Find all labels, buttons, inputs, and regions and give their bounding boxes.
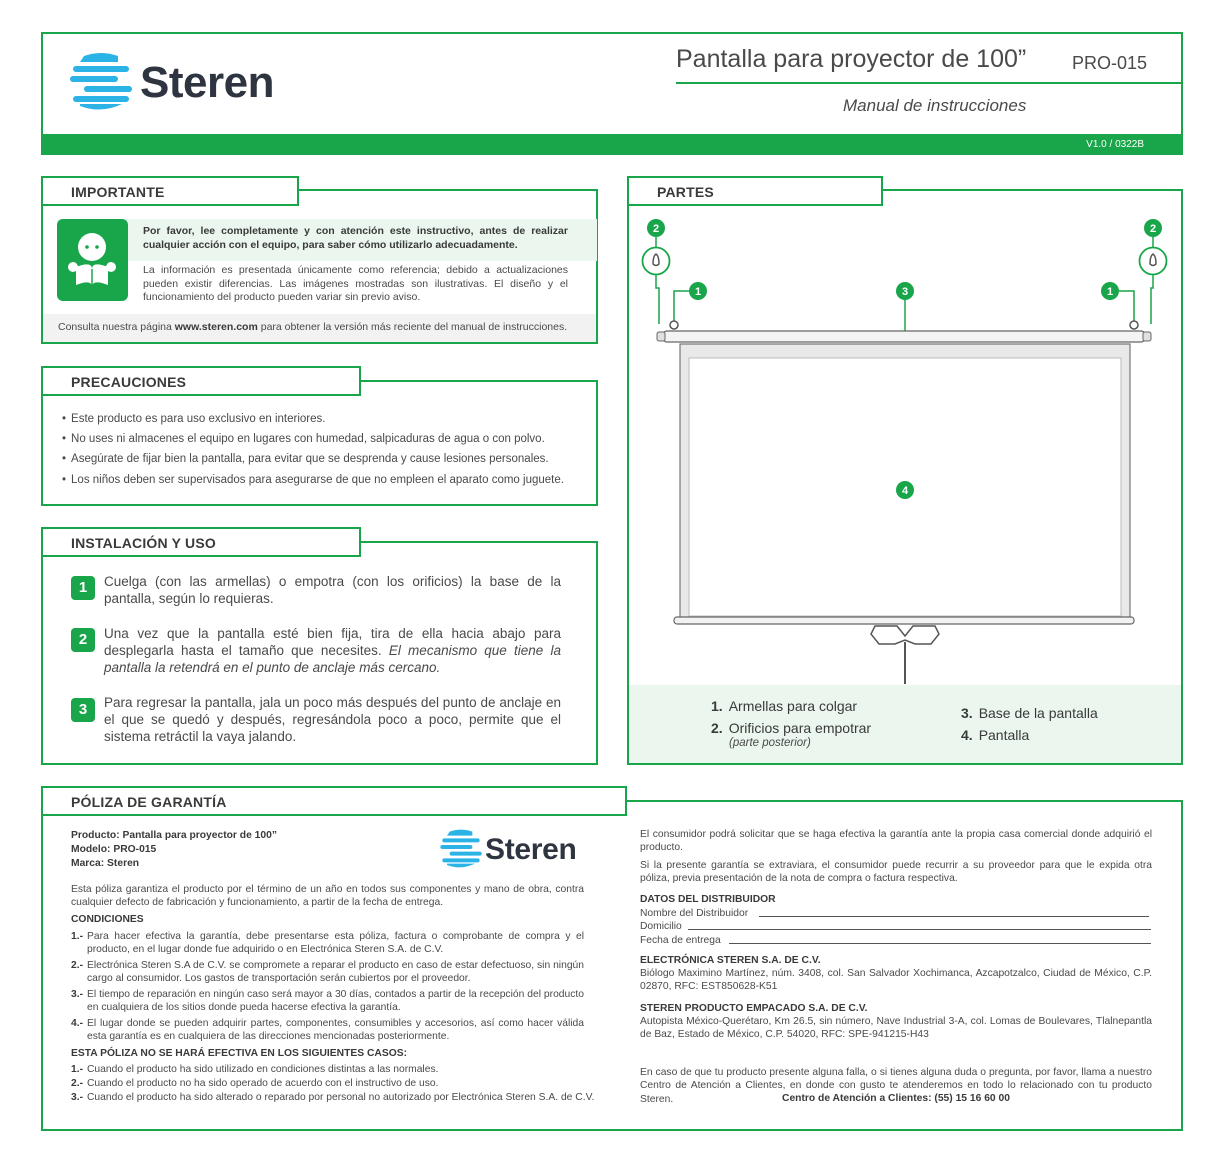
- reading-person-icon: [57, 219, 128, 301]
- steren-website-link[interactable]: www.steren.com: [174, 321, 258, 333]
- field-fecha-line[interactable]: [729, 934, 1151, 944]
- importante-text: La información es presentada únicamente como referencia; debido a actualizaciones pueden existir diferencias. Las imágenes mostradas son ilustrativas. El diseño y el funcionamiento del producto pueden variar sin previo aviso.: [143, 264, 568, 303]
- no-efectiva-2: 2.- Cuando el producto no ha sido operado de acuerdo con el instructivo de uso.: [71, 1078, 439, 1089]
- garantia-marca: Marca: Steren: [71, 858, 140, 869]
- precauciones-heading: PRECAUCIONES: [41, 366, 361, 396]
- field-domicilio-label: Domicilio: [640, 921, 682, 932]
- svg-text:1: 1: [694, 286, 702, 298]
- svg-text:2: 2: [652, 223, 660, 235]
- brand-wordmark: Steren: [140, 58, 274, 107]
- garantia-right-p2: Si la presente garantía se extraviara, el consumidor puede recurrir a su proveedor para que le expida otra póliza, previa presentación de la nota de compra o factura respectiva.: [640, 860, 1152, 885]
- condicion-1: 1.- Para hacer efectiva la garantía, debe presentarse esta póliza, factura o comprobante de compra y el producto, en el lugar donde fue adquirido o en Electrónica Steren S.A. de C.V.: [71, 931, 584, 956]
- step-number-1: 1: [71, 576, 95, 600]
- steren-logo-icon: [70, 52, 132, 112]
- brand-wordmark: Steren: [485, 833, 577, 866]
- importante-heading: IMPORTANTE: [41, 176, 299, 206]
- no-efectiva-1: 1.- Cuando el producto ha sido utilizado en condiciones distintas a las normales.: [71, 1064, 439, 1075]
- legend-item-2: 2. Orificios para empotrar: [711, 720, 872, 736]
- title-divider: [676, 82, 1182, 84]
- importante-footer-text: Consulta nuestra página www.steren.com para obtener la versión más reciente del manual de instrucciones.: [58, 321, 568, 333]
- step-number-3: 3: [71, 698, 95, 722]
- importante-bold-text: Por favor, lee completamente y con atención este instructivo, antes de realizar cualquier acción con el equipo, para saber cómo utilizarlo adecuadamente.: [143, 225, 568, 251]
- no-efectiva-heading: ESTA PÓLIZA NO SE HARÁ EFECTIVA EN LOS SIGUIENTES CASOS:: [71, 1048, 408, 1059]
- list-item: • Este producto es para uso exclusivo en interiores.: [62, 409, 564, 429]
- wall-hole-icon: [1140, 248, 1167, 275]
- contact-text: En caso de que tu producto presente alguna falla, o si tienes alguna duda o pregunta, por favor, llama a nuestro Centro de Atención a Clientes, en donde con gusto te atenderemos en todo lo relacionado con tu producto Steren.: [640, 1067, 1152, 1105]
- svg-text:3: 3: [901, 286, 909, 298]
- condiciones-heading: CONDICIONES: [71, 914, 144, 925]
- model-number: PRO-015: [1072, 53, 1148, 73]
- legend-item-2-note: (parte posterior): [729, 737, 811, 749]
- condicion-3: 3.- El tiempo de reparación en ningún caso será mayor a 30 días, contados a partir de la recepción del producto en cualquiera de los sitios donde pueda hacerse efectiva la garantía.: [71, 989, 584, 1014]
- no-efectiva-3: 3.- Cuando el producto ha sido alterado o reparado por personal no autorizado por Electrónica Steren S.A. de C.V.: [71, 1092, 595, 1103]
- garantia-intro: Esta póliza garantiza el producto por el término de un año en todos sus componentes y mano de obra, contra cualquier defecto de fabricación y funcionamiento, a partir de la fecha de entrega.: [71, 884, 584, 909]
- step-text-1: Cuelga (con las armellas) o empotra (con los orificios) la base de la pantalla, según lo requieras.: [104, 574, 561, 606]
- list-item: • No uses ni almacenes el equipo en lugares con humedad, salpicaduras de agua o con polvo.: [62, 429, 564, 449]
- legend-item-4: 4. Pantalla: [961, 727, 1030, 743]
- contact-phone: Centro de Atención a Clientes: (55) 15 16 60 00: [782, 1093, 1010, 1104]
- precauciones-list: [62, 409, 564, 490]
- projector-screen-diagram: [629, 206, 1181, 686]
- wall-hole-icon: [643, 248, 670, 275]
- legend-item-3: 3. Base de la pantalla: [961, 705, 1098, 721]
- garantia-right-p1: El consumidor podrá solicitar que se haga efectiva la garantía ante la propia casa comercial donde adquirió el producto.: [640, 829, 1152, 854]
- company2-address: Autopista México-Querétaro, Km 26.5, sin número, Nave Industrial 3-A, col. Lomas de Boulevares, Tlalnepantla de Baz, Estado de México, C.P. 54020, RFC: SPE-941215-H43: [640, 1016, 1152, 1041]
- garantia-heading: PÓLIZA DE GARANTÍA: [41, 786, 627, 816]
- field-nombre-line[interactable]: [759, 907, 1149, 917]
- field-fecha-label: Fecha de entrega: [640, 935, 721, 946]
- company1-name: ELECTRÓNICA STEREN S.A. DE C.V.: [640, 955, 821, 966]
- company2-name: STEREN PRODUCTO EMPACADO S.A. DE C.V.: [640, 1003, 868, 1014]
- list-item: • Asegúrate de fijar bien la pantalla, para evitar que se desprenda y cause lesiones personales.: [62, 449, 564, 469]
- partes-heading: PARTES: [627, 176, 883, 206]
- step-text-3: Para regresar la pantalla, jala un poco más después del punto de anclaje en el que se quedó y después, regresándola poco a poco, permite que el sistema retráctil la vaya jalando.: [104, 695, 561, 744]
- garantia-modelo: Modelo: PRO-015: [71, 844, 157, 855]
- document-subtitle: Manual de instrucciones: [843, 96, 1027, 115]
- condicion-2: 2.- Electrónica Steren S.A de C.V. se compromete a reparar el producto en caso de estar defectuoso, sin ningún cargo al consumidor. Los gastos de transportación serán cubiertos por el proveedor.: [71, 960, 584, 985]
- list-item: • Los niños deben ser supervisados para asegurarse de que no empleen el aparato como juguete.: [62, 470, 564, 490]
- condicion-4: 4.- El lugar donde se pueden adquirir partes, componentes, consumibles y accesorios, así como hacer válida esta garantía es en cualquiera de las direcciones mencionadas posteriormente.: [71, 1018, 584, 1043]
- instalacion-heading: INSTALACIÓN Y USO: [41, 527, 361, 557]
- field-domicilio-line[interactable]: [688, 920, 1151, 930]
- company1-address: Biólogo Maximino Martínez, núm. 3408, col. San Salvador Xochimanca, Azcapotzalco, Ciudad de México, C.P. 02870, RFC: EST850628-K51: [640, 968, 1152, 993]
- legend-item-1: 1. Armellas para colgar: [711, 698, 858, 714]
- steren-logo-icon: [440, 829, 482, 869]
- distribuidor-heading: DATOS DEL DISTRIBUIDOR: [640, 894, 776, 905]
- document-title: Pantalla para proyector de 100”: [676, 45, 1027, 73]
- svg-text:4: 4: [901, 485, 909, 497]
- svg-text:2: 2: [1149, 223, 1157, 235]
- field-nombre-label: Nombre del Distribuidor: [640, 908, 749, 919]
- header-green-bar: [41, 134, 1183, 155]
- svg-text:1: 1: [1106, 286, 1114, 298]
- version-label: V1.0 / 0322B: [1086, 139, 1144, 150]
- garantia-producto: Producto: Pantalla para proyector de 100”: [71, 830, 277, 841]
- step-text-2: Una vez que la pantalla esté bien fija, tira de ella hacia abajo para desplegarla hasta el tamaño que necesites. El mecanismo que tiene la pantalla la retendrá en el punto de anclaje más cercano.: [104, 626, 561, 675]
- step-number-2: 2: [71, 628, 95, 652]
